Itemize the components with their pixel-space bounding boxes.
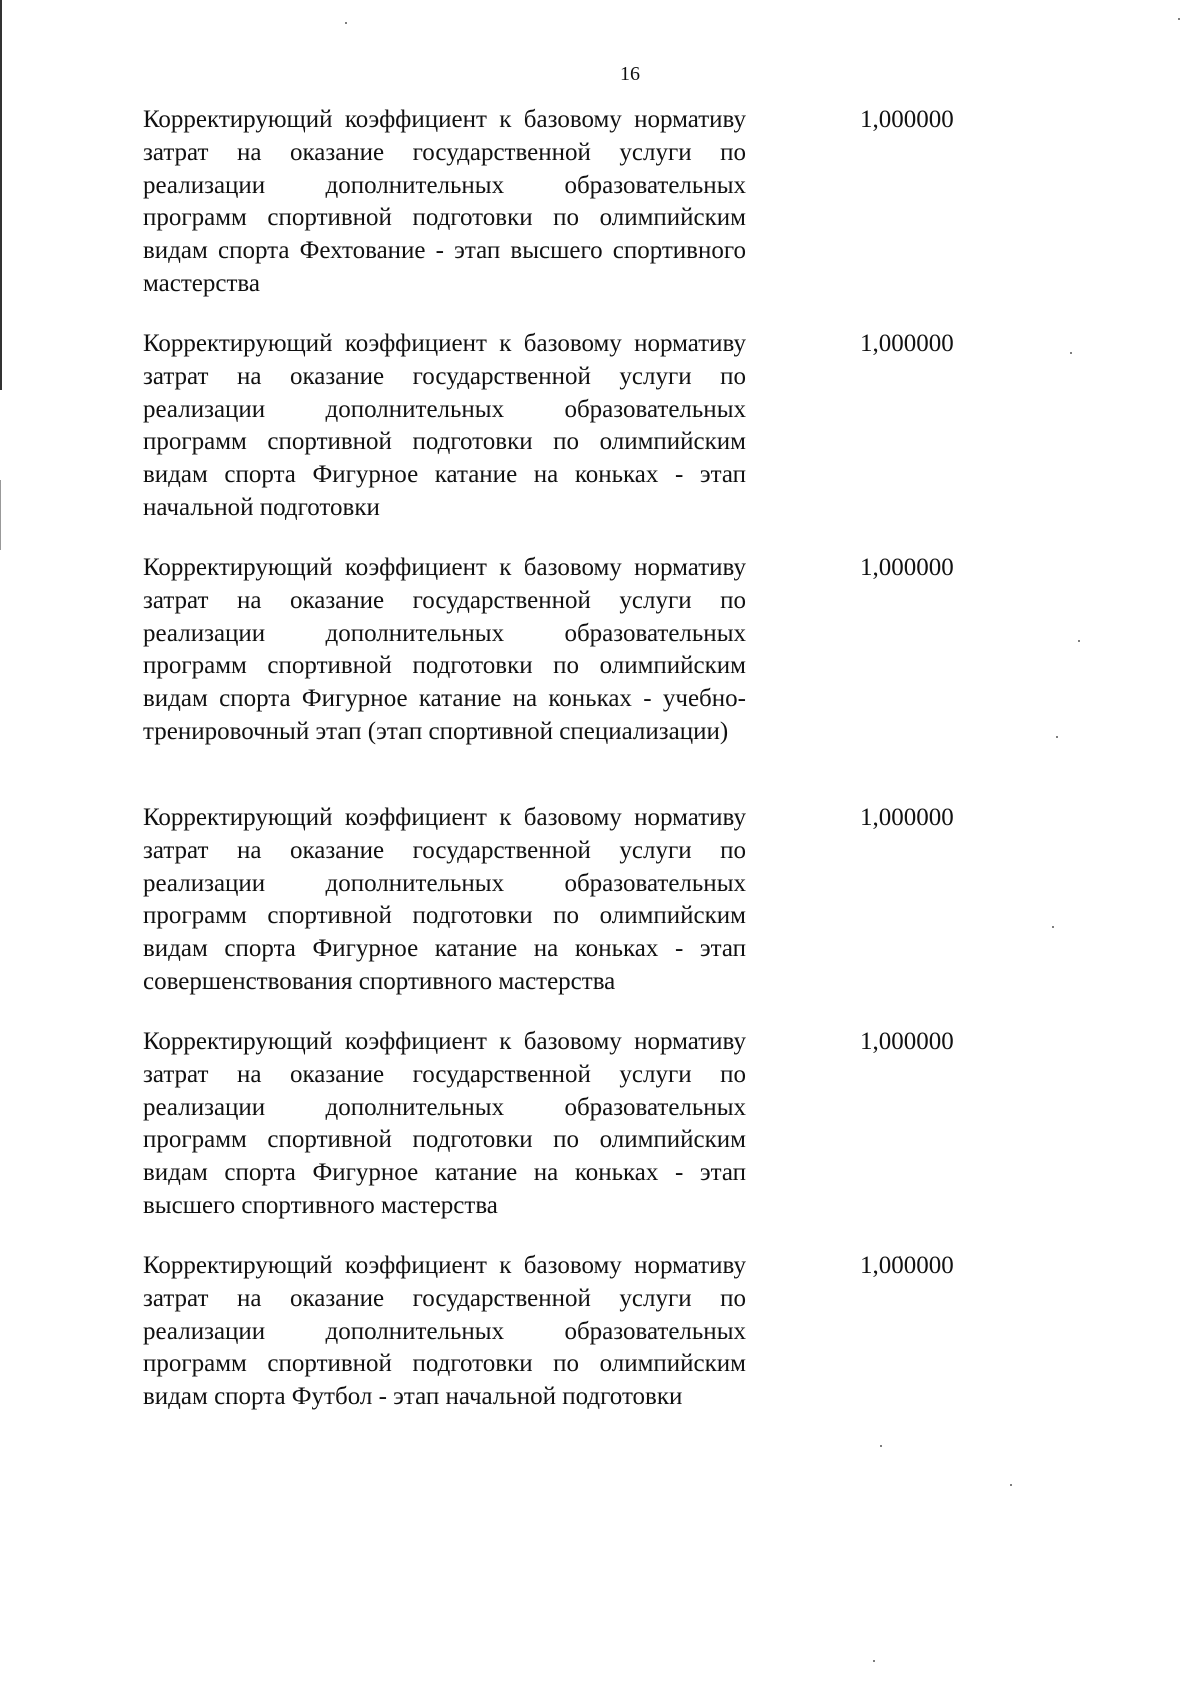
coefficient-description: Корректирующий коэффициент к базовому нормативу затрат на оказание государственной услуги по реализации дополнительных образовательных программ спортивной подготовки по олимпийским видам спорта Фигурное катание на коньках - учебно-тренировочный этап (этап спортивной специализации) [143, 554, 746, 745]
coefficient-value: 1,000000 [860, 804, 954, 831]
coefficient-value: 1,000000 [860, 554, 954, 581]
coefficient-entry [0, 1026, 1200, 1250]
coefficient-description: Корректирующий коэффициент к базовому нормативу затрат на оказание государственной услуги по реализации дополнительных образовательных программ спортивной подготовки по олимпийским видам спорта Фигурное катание на коньках - этап высшего спортивного мастерства [143, 1028, 746, 1219]
coefficient-value: 1,000000 [860, 1028, 954, 1055]
scan-speck [345, 22, 347, 24]
coefficient-entry [0, 802, 1200, 1026]
scan-speck [1010, 1484, 1012, 1486]
coefficient-entry [0, 552, 1200, 802]
coefficient-value: 1,000000 [860, 330, 954, 357]
coefficient-entry [0, 328, 1200, 552]
scan-speck [1178, 18, 1180, 20]
coefficient-description: Корректирующий коэффициент к базовому нормативу затрат на оказание государственной услуги по реализации дополнительных образовательных программ спортивной подготовки по олимпийским видам спорта Фехтование - этап высшего спортивного мастерства [143, 106, 746, 297]
coefficient-list [0, 104, 1200, 1474]
coefficient-entry [0, 104, 1200, 328]
coefficient-description: Корректирующий коэффициент к базовому нормативу затрат на оказание государственной услуги по реализации дополнительных образовательных программ спортивной подготовки по олимпийским видам спорта Футбол - этап начальной подготовки [143, 1252, 746, 1411]
page-number: 16 [620, 63, 640, 85]
coefficient-entry [0, 1250, 1200, 1474]
coefficient-value: 1,000000 [860, 106, 954, 133]
coefficient-value: 1,000000 [860, 1252, 954, 1279]
coefficient-description: Корректирующий коэффициент к базовому нормативу затрат на оказание государственной услуги по реализации дополнительных образовательных программ спортивной подготовки по олимпийским видам спорта Фигурное катание на коньках - этап совершенствования спортивного мастерства [143, 804, 746, 995]
coefficient-description: Корректирующий коэффициент к базовому нормативу затрат на оказание государственной услуги по реализации дополнительных образовательных программ спортивной подготовки по олимпийским видам спорта Фигурное катание на коньках - этап начальной подготовки [143, 330, 746, 521]
scan-speck [873, 1660, 875, 1662]
